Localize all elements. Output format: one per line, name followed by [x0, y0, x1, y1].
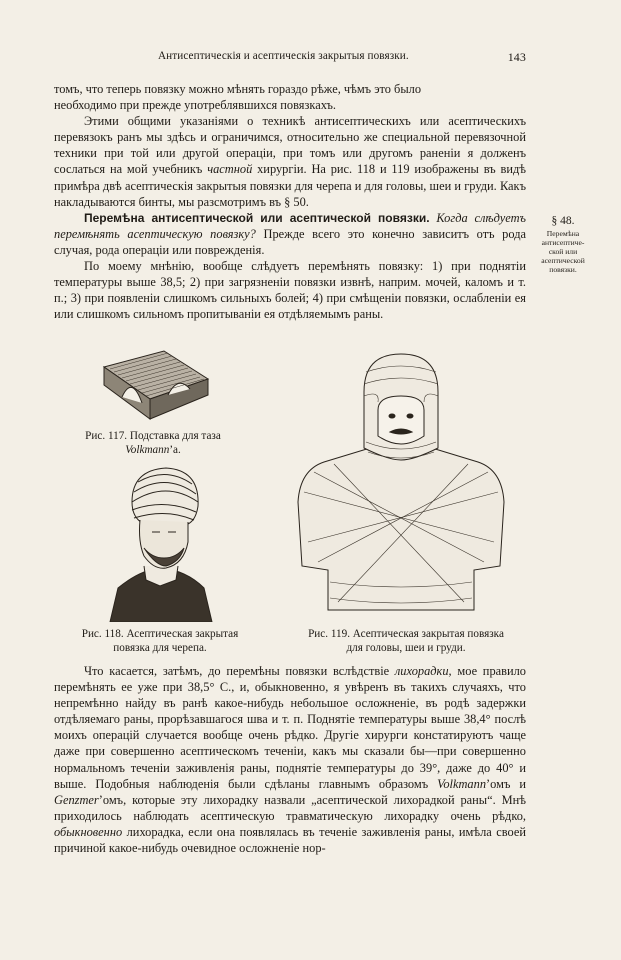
margin-note-line: ской или: [548, 247, 578, 256]
para-dressing-change: [54, 210, 526, 258]
para-fever-italic: лихорадки,: [394, 664, 452, 678]
margin-note: [532, 214, 594, 274]
figure-117-suffix: ’а.: [169, 443, 181, 456]
lower-text-block: [54, 663, 526, 856]
para-general-guidance-italic: частной: [207, 162, 253, 177]
page-number: 143: [507, 50, 526, 64]
para-fever-italic: Genzmer: [54, 792, 99, 807]
para-fever-text: ’омъ и: [486, 776, 527, 791]
para-fever-text: лихорадка, если она появлялась въ теченіе заживленія раны, имѣла своей причиной какое-нибудь очевидное осложненіе нор-: [54, 824, 526, 856]
para-general-guidance: [54, 113, 526, 210]
para-fever-italic: обыкновенно: [54, 824, 123, 839]
margin-note-line: асептической: [541, 256, 585, 265]
figure-119-caption-line1: Рис. 119. Асептическая закрытая повязка: [308, 628, 504, 640]
pelvic-support-illustration: [94, 345, 216, 427]
figure-117-author: Volkmann: [125, 443, 170, 456]
figure-117-caption: [62, 430, 244, 457]
figure-118-caption-line1: Рис. 118. Асептическая закрытая: [81, 628, 239, 640]
upper-text-block: [54, 81, 526, 322]
running-title: Антисептическія и асептическія закрытыя повязки.: [158, 50, 409, 62]
margin-note-line: антисептиче-: [541, 238, 585, 247]
para-fever-text: Что касается, затѣмъ, до перемѣны повязки вслѣдствіе: [84, 664, 395, 678]
para-general-guidance-text: Этими общими указаніями о техникѣ антисептическихъ или асептическихъ перевязокъ ранъ мы здѣсь и ограничимся, относительно же специальной перевязочной техники при той или другой операціи, при томъ или другомъ раненіи я долженъ сослаться на мой учебникъ: [54, 114, 526, 177]
skull-bandage-illustration: [104, 462, 216, 622]
para-change-criteria: По моему мнѣнію, вообще слѣдуетъ перемѣнять повязку: 1) при поднятіи температуры выше 38,5; 2) при загрязненіи повязки извнѣ, наприм. мочей, каломъ и т. п.; 3) при появленіи слишкомъ сильныхъ болей; 4) при смѣщеніи повязки, ослабленіи ея или слишкомъ сильномъ пропитываніи ея отдѣляемымъ раны.: [54, 259, 526, 322]
para-general-guidance-text-end: хирургіи. На рис. 118 и 119 изображены въ видѣ примѣра двѣ асептическія закрытыя повязки для черепа и для головы, шеи и груди. Какъ накладываются бинты, мы разсмотримъ въ § 50.: [54, 162, 526, 209]
figure-119-caption-line2: для головы, шеи и груди.: [346, 641, 466, 654]
figure-119-caption: [282, 628, 530, 655]
margin-section-number: § 48.: [551, 215, 575, 227]
figure-118-caption-line2: повязка для черепа.: [113, 641, 207, 654]
section-answer: Прежде всего это конечно зависитъ отъ рода случая, рода операціи или поврежденія.: [54, 226, 527, 257]
para-fever-text: мое правило перемѣнять ее уже при 38,5° С., и, обыкновенно, я увѣренъ въ такихъ случаяхъ, что непремѣнно найду въ ранѣ какое-нибудь небольшое осложненіе, въ родѣ задержки отдѣляемаго раны, прорѣзавшагося шва и т. п. Поднятіе температуры выше 38,4° послѣ моихъ операцій случается вообще очень рѣдко. Другіе хирурги констатируютъ чаще даже при совершенно асептическомъ теченіи, какъ мы сказали бы—при совершенно нормальномъ теченіи заживленія раны, поднятіе температуры до 39°, даже до 40° и выше. Подобныя наблюденія были сдѣланы главнымъ образомъ: [54, 664, 526, 791]
para-continuation-line2: необходимо при прежде употреблявшихся повязкахъ.: [54, 98, 336, 113]
para-continuation-line1: томъ, что теперь повязку можно мѣнять гораздо рѣже, чѣмъ это было: [54, 82, 422, 96]
head-neck-chest-bandage-illustration: [294, 352, 508, 620]
section-question: Когда слѣдуетъ перемѣнять асептическую повязку?: [54, 210, 526, 241]
figure-117-caption-line2: [62, 444, 244, 458]
figure-117-caption-line1: Рис. 117. Подставка для таза: [85, 430, 221, 442]
margin-note-line: Перемѣна: [546, 229, 580, 238]
section-heading: Перемѣна антисептической или асептической повязки.: [84, 210, 430, 225]
margin-note-line: повязки.: [549, 265, 577, 274]
para-fever: [54, 663, 526, 856]
para-fever-text: ’омъ, которые эту лихорадку назвали „асептической лихорадкой раны“. Мнѣ приходилось наблюдать асептическую травматическую лихорадку очень рѣдко,: [54, 792, 526, 823]
figure-118-caption: [62, 628, 258, 655]
para-fever-italic: Volkmann: [437, 776, 487, 791]
